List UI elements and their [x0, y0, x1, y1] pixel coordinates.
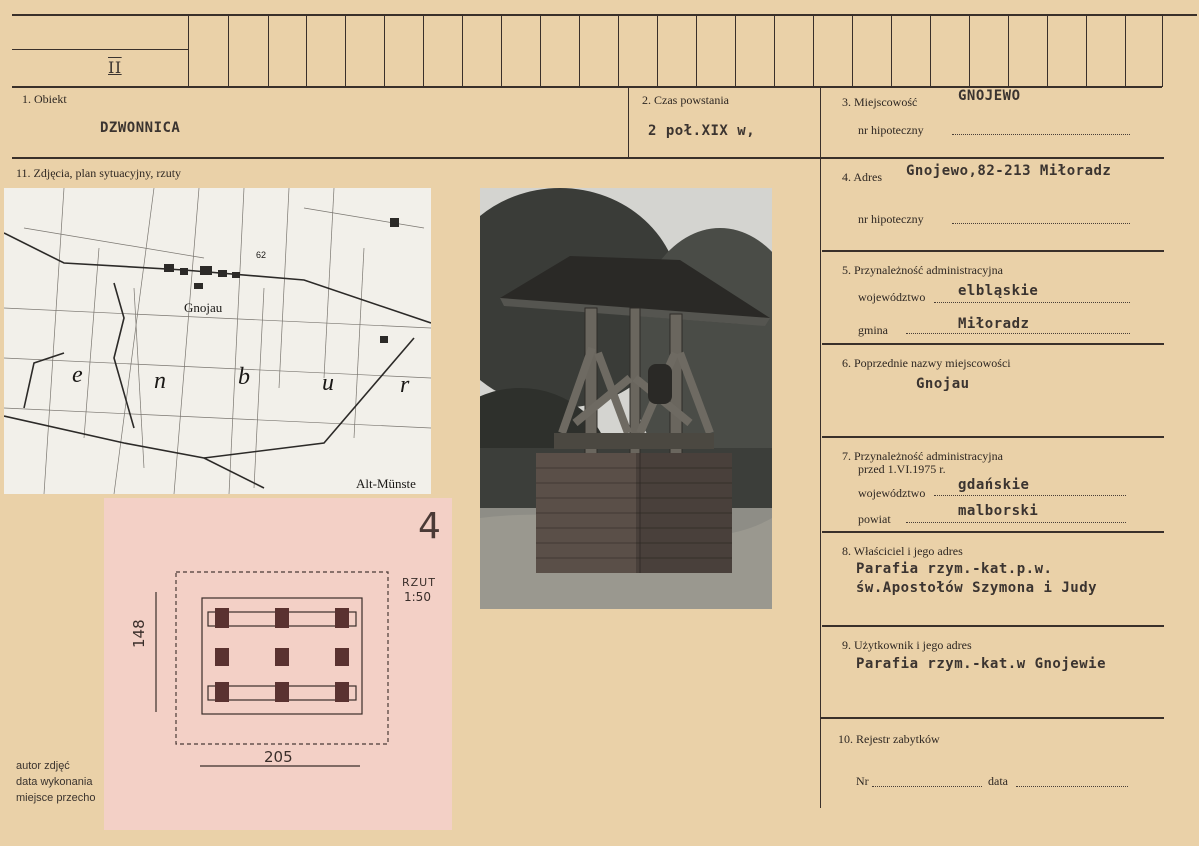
top-grid-column-line: [540, 14, 541, 87]
top-grid-column-line: [1008, 14, 1009, 87]
footer-miejsce: miejsce przecho: [16, 792, 96, 804]
top-grid-column-line: [306, 14, 307, 87]
top-grid-column-line: [423, 14, 424, 87]
divider-v1: [628, 88, 629, 158]
map-letter: n: [154, 368, 166, 394]
row-5-bottom: [822, 343, 1164, 345]
top-grid-column-line: [657, 14, 658, 87]
map-letter: u: [322, 370, 334, 396]
wojewodztwo-value: elbląskie: [958, 283, 1039, 299]
top-grid-column-line: [384, 14, 385, 87]
poprzednie-label: 6. Poprzednie nazwy miejscowości: [842, 356, 1011, 370]
nr-hipoteczny-1: nr hipoteczny: [858, 123, 924, 137]
miejscowosc-label: 3. Miejscowość: [842, 95, 918, 109]
top-border: [12, 14, 1197, 16]
map-place-label: Gnojau: [184, 300, 223, 315]
map-alt-label: Alt-Münste: [356, 476, 416, 491]
row-4-bottom: [822, 250, 1164, 252]
powiat-value: malborski: [958, 503, 1039, 519]
dots-4: [906, 333, 1130, 334]
plan-sheet-number: 4: [418, 506, 441, 547]
rejestr-label: 10. Rejestr zabytków: [838, 732, 940, 746]
roman-numeral: II: [108, 58, 122, 77]
dots-1: [952, 134, 1130, 135]
top-grid-column-line: [579, 14, 580, 87]
adres-label: 4. Adres: [842, 170, 882, 184]
wlasciciel-line2: św.Apostołów Szymona i Judy: [856, 580, 1098, 596]
dots-5: [934, 495, 1126, 496]
bell-tower-drawing: [480, 188, 772, 609]
dots-7: [872, 786, 982, 787]
map-letter: b: [238, 364, 250, 390]
przynaleznosc-old-label-2: przed 1.VI.1975 r.: [858, 462, 946, 476]
plan-dim-height: 148: [130, 619, 148, 648]
rejestr-nr-label: Nr: [856, 774, 869, 788]
powiat-label: powiat: [858, 512, 891, 526]
top-grid-column-line: [696, 14, 697, 87]
wlasciciel-label: 8. Właściciel i jego adres: [842, 544, 963, 558]
top-grid-column-line: [969, 14, 970, 87]
site-map-photo: [4, 188, 431, 494]
dots-8: [1016, 786, 1128, 787]
wojewodztwo-label: województwo: [858, 290, 926, 304]
plan-drawing: [104, 498, 452, 830]
top-grid-column-line: [891, 14, 892, 87]
uzytkownik-value: Parafia rzym.-kat.w Gnojewie: [856, 656, 1107, 672]
top-grid-column-line: [774, 14, 775, 87]
row-1-bottom: [12, 157, 1164, 159]
map-letter: r: [400, 372, 410, 398]
divider-main: [820, 88, 821, 808]
plan-dim-width: 205: [264, 748, 293, 766]
top-left-rule: [12, 49, 188, 50]
bell-tower-photo: [480, 188, 772, 609]
czas-label: 2. Czas powstania: [642, 93, 729, 107]
top-grid-column-line: [268, 14, 269, 87]
row-6-bottom: [822, 436, 1164, 438]
uzytkownik-label: 9. Użytkownik i jego adres: [842, 638, 972, 652]
row-9-bottom: [820, 717, 1164, 719]
wlasciciel-line1: Parafia rzym.-kat.p.w.: [856, 561, 1053, 577]
row-7-bottom: [822, 531, 1164, 533]
obiekt-label: 1. Obiekt: [22, 92, 67, 106]
nr-hipoteczny-2: nr hipoteczny: [858, 212, 924, 226]
top-grid-column-line: [1086, 14, 1087, 87]
top-grid-column-line: [188, 14, 189, 87]
top-grid-column-line: [501, 14, 502, 87]
plan-rzut: RZUT: [402, 576, 436, 589]
top-grid-column-line: [462, 14, 463, 87]
top-grid-column-line: [228, 14, 229, 87]
top-grid-column-line: [735, 14, 736, 87]
czas-value: 2 poł.XIX w,: [648, 123, 756, 139]
plan-drawing-sheet: [104, 498, 452, 830]
top-grid-column-line: [1125, 14, 1126, 87]
dots-3: [934, 302, 1130, 303]
wojewodztwo-old-value: gdańskie: [958, 477, 1030, 493]
map-letter: e: [72, 362, 83, 388]
przynaleznosc-label: 5. Przynależność administracyjna: [842, 263, 1003, 277]
miejscowosc-value: GNOJEWO: [958, 88, 1021, 104]
footer-autor: autor zdjęć: [16, 760, 70, 772]
top-grid-column-line: [618, 14, 619, 87]
map-number: 62: [256, 250, 267, 260]
gmina-label: gmina: [858, 323, 888, 337]
row-8-bottom: [822, 625, 1164, 627]
top-grid-column-line: [813, 14, 814, 87]
dots-6: [906, 522, 1126, 523]
top-grid-column-line: [345, 14, 346, 87]
dots-2: [952, 223, 1130, 224]
rejestr-data-label: data: [988, 774, 1008, 788]
obiekt-value: DZWONNICA: [100, 120, 181, 136]
przynaleznosc-old-label-1: 7. Przynależność administracyjna: [842, 449, 1003, 463]
plan-scale: 1:50: [404, 590, 431, 604]
poprzednie-value: Gnojau: [916, 376, 970, 392]
top-grid-column-line: [1162, 14, 1163, 87]
zdjecia-label: 11. Zdjęcia, plan sytuacyjny, rzuty: [16, 166, 182, 180]
top-grid-column-line: [930, 14, 931, 87]
top-grid-column-line: [852, 14, 853, 87]
wojewodztwo-old-label: województwo: [858, 486, 926, 500]
site-map-drawing: [4, 188, 431, 494]
adres-value: Gnojewo,82-213 Miłoradz: [906, 163, 1112, 179]
top-grid-column-line: [1047, 14, 1048, 87]
footer-data: data wykonania: [16, 776, 93, 788]
gmina-value: Miłoradz: [958, 316, 1030, 332]
